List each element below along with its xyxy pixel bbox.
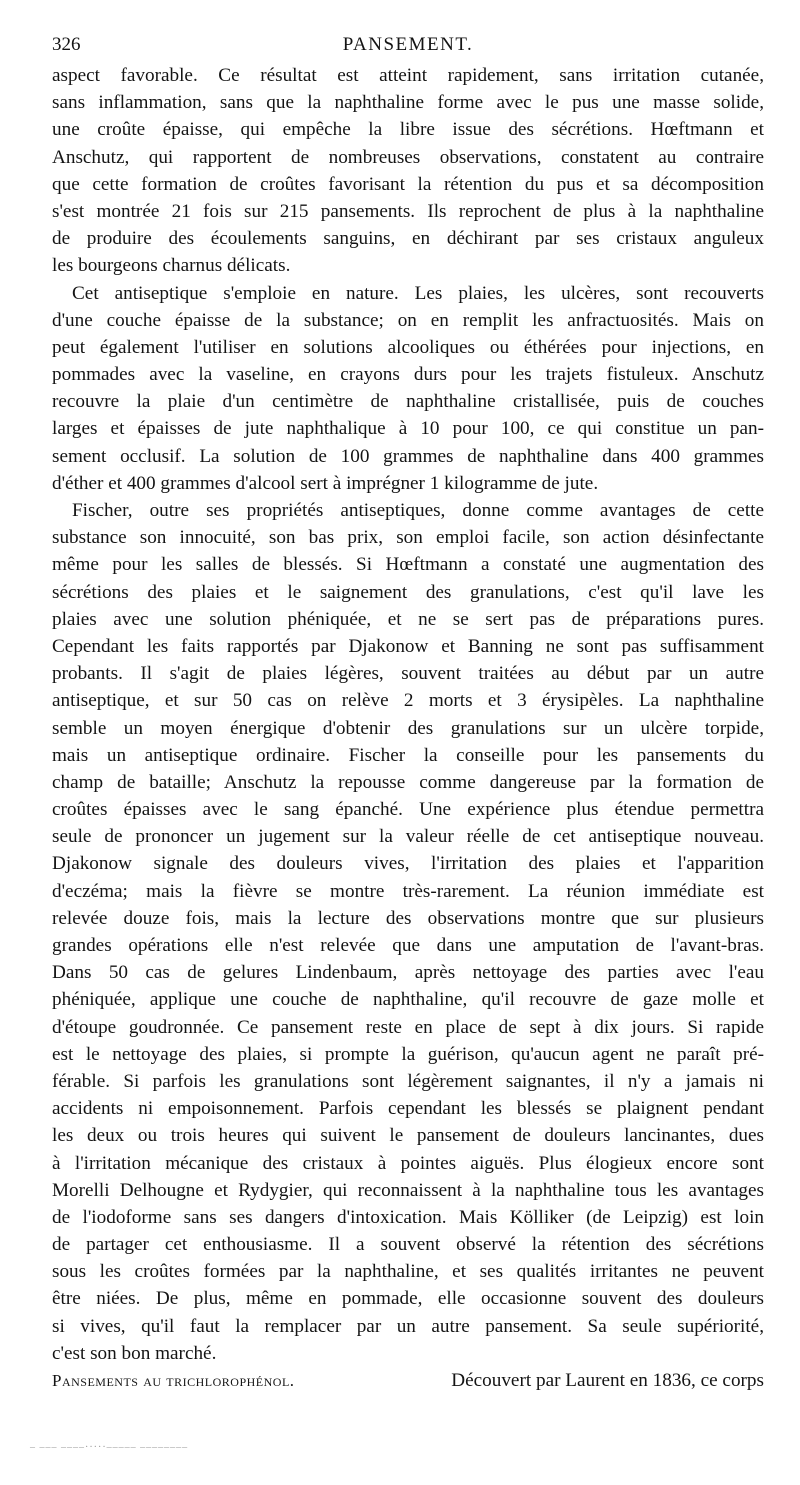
- text-line: grandes opérations elle n'est relevée que dans une amputation de l'avant-bras.: [52, 935, 764, 956]
- text-line: Dans 50 cas de gelures Lindenbaum, après nettoyage des parties avec l'eau: [52, 962, 764, 984]
- text-line: sécrétions des plaies et le saignement des granulations, c'est qu'il lave les: [52, 581, 764, 603]
- text-line: c'est son bon marché.: [52, 1342, 217, 1364]
- text-line: Djakonow signale des douleurs vives, l'irritation des plaies et l'apparition: [52, 853, 764, 875]
- text-line: Cependant les faits rapportés par Djakonow et Banning ne sont pas suffisamment: [52, 635, 764, 657]
- text-line: mais un antiseptique ordinaire. Fischer la conseille pour les pansements du: [52, 744, 764, 766]
- text-line: être niées. De plus, même en pommade, elle occasionne souvent des douleurs: [52, 1288, 764, 1310]
- text-line: pommades avec la vaseline, en crayons durs pour les trajets fistuleux. Anschutz: [52, 364, 764, 386]
- running-head: PANSEMENT.: [342, 34, 474, 55]
- text-line: férable. Si parfois les granulations sont légèrement saignantes, il n'y a jamais ni: [52, 1070, 764, 1092]
- text-line: sous les croûtes formées par la naphthaline, et ses qualités irritantes ne peuvent: [52, 1261, 764, 1283]
- section-heading: Pansements au trichlorophénol.: [52, 1371, 295, 1390]
- text-line: phéniquée, applique une couche de naphthaline, qu'il recouvre de gaze molle et: [52, 989, 764, 1011]
- section-heading-line: [52, 1367, 764, 1394]
- body-text: [52, 62, 764, 1394]
- text-line: recouvre la plaie d'un centimètre de naphthaline cristallisée, puis de couches: [52, 391, 764, 413]
- text-line: de l'iodoforme sans ses dangers d'intoxication. Mais Kölliker (de Leipzig) est loin: [52, 1206, 764, 1228]
- text-line: une croûte épaisse, qui empêche la libre issue des sécrétions. Hœftmann et: [52, 119, 764, 141]
- page-number: 326: [52, 34, 81, 55]
- text-line: s'est montrée 21 fois sur 215 pansements. Ils reprochent de plus à la naphthaline: [52, 200, 764, 222]
- text-line: sans inflammation, sans que la naphthaline forme avec le pus une masse solide,: [52, 92, 764, 114]
- text-line: Fischer, outre ses propriétés antiseptiques, donne comme avantages de cette: [72, 500, 764, 521]
- text-line: est le nettoyage des plaies, si prompte la guérison, qu'aucun agent ne paraît pré-: [52, 1043, 764, 1065]
- text-line: si vives, qu'il faut la remplacer par un autre pansement. Sa seule supériorité,: [52, 1315, 764, 1337]
- text-line: Morelli Delhougne et Rydygier, qui reconnaissent à la naphthaline tous les avantages: [52, 1179, 764, 1201]
- text-line: champ de bataille; Anschutz la repousse comme dangereuse par la formation de: [52, 771, 764, 793]
- text-line: accidents ni empoisonnement. Parfois cependant les blessés se plaignent pendant: [52, 1098, 764, 1120]
- text-line: d'étoupe goudronnée. Ce pansement reste en place de sept à dix jours. Si rapide: [52, 1016, 764, 1038]
- text-line: aspect favorable. Ce résultat est atteint rapidement, sans irritation cutanée,: [52, 65, 764, 86]
- text-line: les deux ou trois heures qui suivent le pansement de douleurs lancinantes, dues: [52, 1125, 764, 1147]
- text-line: d'une couche épaisse de la substance; on en remplit les anfractuosités. Mais on: [52, 309, 764, 331]
- text-line: de produire des écoulements sanguins, en déchirant par ses cristaux anguleux: [52, 228, 764, 250]
- text-line: que cette formation de croûtes favorisant la rétention du pus et sa décomposition: [52, 173, 764, 195]
- text-line: seule de prononcer un jugement sur la valeur réelle de cet antiseptique nouveau.: [52, 826, 764, 848]
- page-header: [52, 34, 764, 58]
- text-line: semble un moyen énergique d'obtenir des granulations sur un ulcère torpide,: [52, 717, 764, 739]
- text-line: relevée douze fois, mais la lecture des observations montre que sur plusieurs: [52, 907, 764, 929]
- scan-artifact-marks: – ––– ––––·····––––– ––––––––: [30, 1442, 189, 1453]
- section-text: Découvert par Laurent en 1836, ce corps: [451, 1370, 764, 1391]
- text-line: d'eczéma; mais la fièvre se montre très-rarement. La réunion immédiate est: [52, 880, 764, 902]
- text-line: sement occlusif. La solution de 100 grammes de naphthaline dans 400 grammes: [52, 445, 764, 467]
- text-line: substance son innocuité, son bas prix, son emploi facile, son action désinfectante: [52, 527, 764, 549]
- text-line: d'éther et 400 grammes d'alcool sert à imprégner 1 kilogramme de jute.: [52, 472, 599, 494]
- text-line: Anschutz, qui rapportent de nombreuses observations, constatent au contraire: [52, 146, 764, 168]
- text-line: croûtes épaisses avec le sang épanché. Une expérience plus étendue permettra: [52, 799, 764, 821]
- text-line: même pour les salles de blessés. Si Hœftmann a constaté une augmentation des: [52, 554, 764, 576]
- text-line: les bourgeons charnus délicats.: [52, 255, 291, 277]
- text-line: à l'irritation mécanique des cristaux à pointes aiguës. Plus élogieux encore sont: [52, 1152, 764, 1174]
- text-line: peut également l'utiliser en solutions alcooliques ou éthérées pour injections, en: [52, 336, 764, 358]
- text-line: Cet antiseptique s'emploie en nature. Les plaies, les ulcères, sont recouverts: [72, 282, 764, 304]
- text-line: probants. Il s'agit de plaies légères, souvent traitées au début par un autre: [52, 663, 764, 685]
- text-line: plaies avec une solution phéniquée, et ne se sert pas de préparations pures.: [52, 608, 764, 630]
- text-line: antiseptique, et sur 50 cas on relève 2 morts et 3 érysipèles. La naphthaline: [52, 690, 764, 712]
- text-line: de partager cet enthousiasme. Il a souvent observé la rétention des sécrétions: [52, 1234, 764, 1256]
- text-line: larges et épaisses de jute naphthalique à 10 pour 100, ce qui constitue un pan-: [52, 418, 764, 440]
